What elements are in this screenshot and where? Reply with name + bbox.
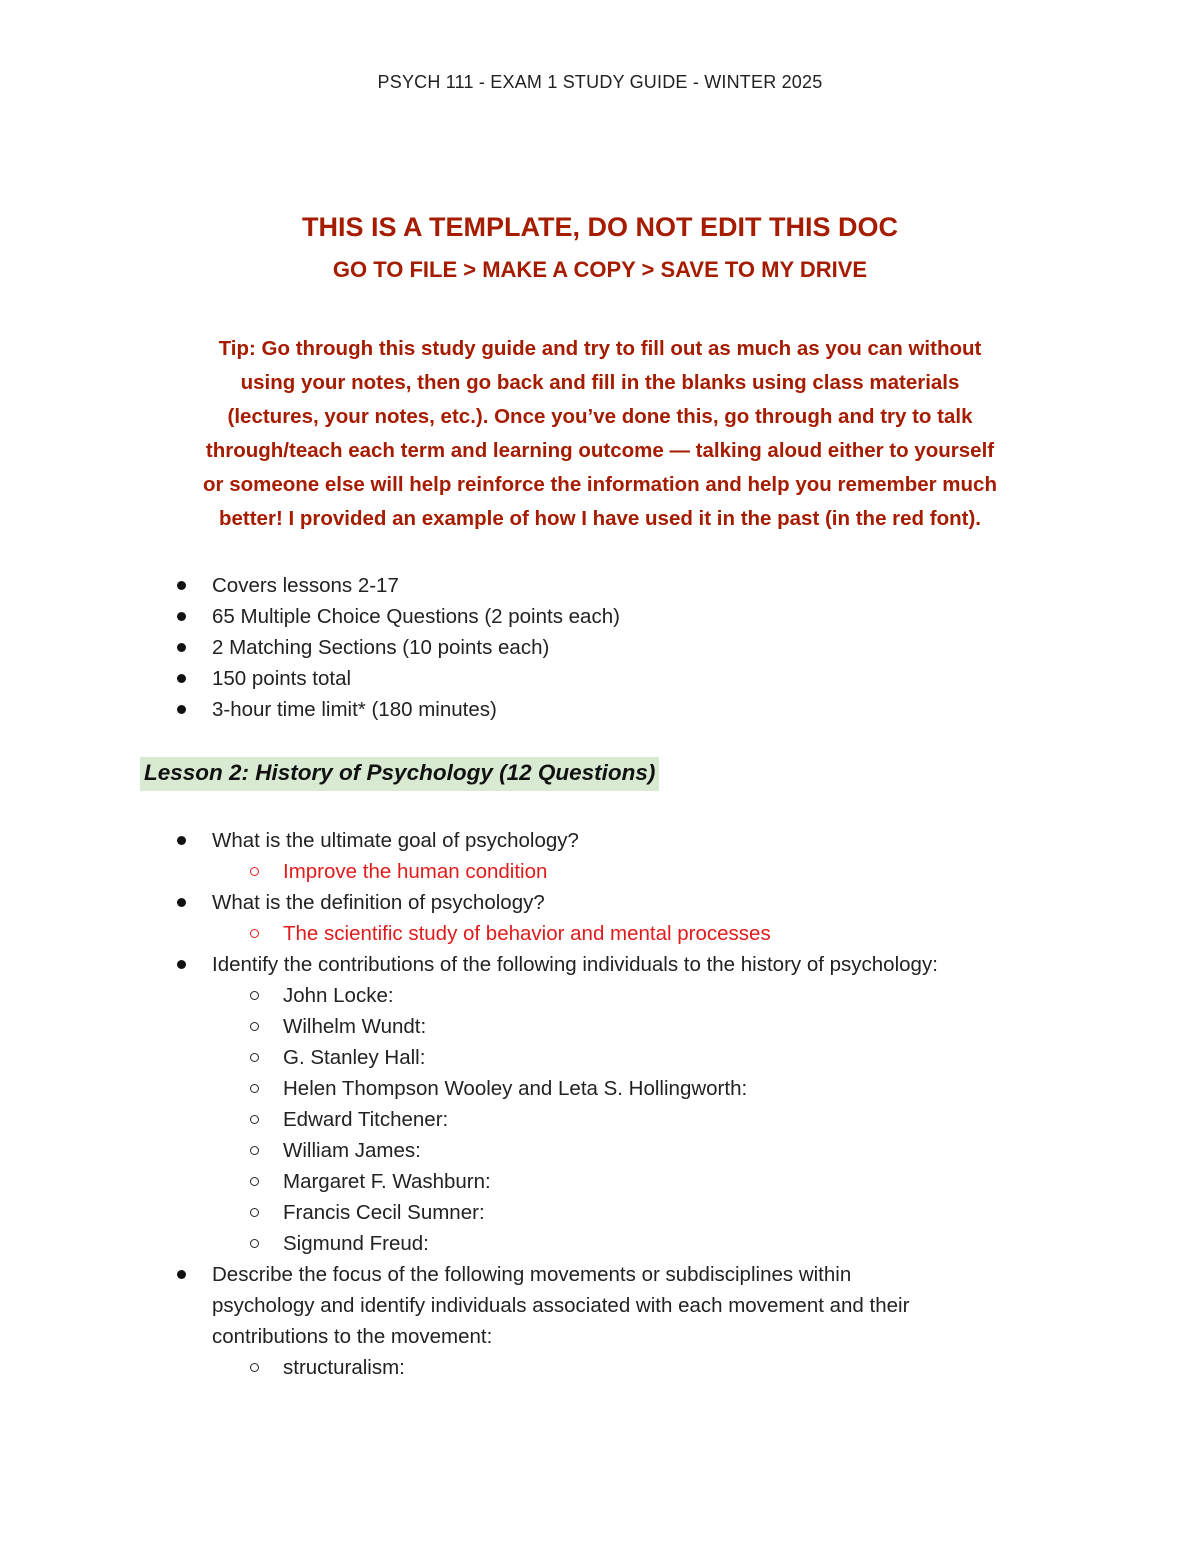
- lesson-2-heading: Lesson 2: History of Psychology (12 Questions): [140, 757, 659, 791]
- copy-instructions: GO TO FILE > MAKE A COPY > SAVE TO MY DRIVE: [332, 257, 868, 282]
- exam-info-item: 150 points total: [0, 663, 1200, 694]
- sub-bullet-icon: [250, 1363, 259, 1372]
- person-item: Sigmund Freud:: [0, 1228, 1200, 1259]
- study-tip-paragraph: [140, 332, 1060, 536]
- exam-info-item: Covers lessons 2-17: [0, 570, 1200, 601]
- tip-line: better! I provided an example of how I have used it in the past (in the red font).: [218, 507, 981, 530]
- bullet-icon: [177, 612, 186, 621]
- exam-info-list: [0, 570, 1200, 725]
- answer-item: Improve the human condition: [0, 856, 1200, 887]
- sub-bullet-icon: [250, 1177, 259, 1186]
- tip-line: using your notes, then go back and fill in the blanks using class materials: [240, 371, 960, 394]
- person-item: William James:: [0, 1135, 1200, 1166]
- question-item: What is the definition of psychology?: [0, 887, 1200, 918]
- movement-item: structuralism:: [0, 1352, 1200, 1383]
- answer-item: The scientific study of behavior and mental processes: [0, 918, 1200, 949]
- sub-bullet-icon: [250, 1053, 259, 1062]
- question-item: What is the ultimate goal of psychology?: [0, 825, 1200, 856]
- sub-bullet-icon: [250, 1208, 259, 1217]
- sub-bullet-icon: [250, 1022, 259, 1031]
- tip-line: through/teach each term and learning outcome — talking aloud either to yourself: [205, 439, 995, 462]
- page-header: PSYCH 111 - EXAM 1 STUDY GUIDE - WINTER 2025: [377, 72, 823, 92]
- person-item: G. Stanley Hall:: [0, 1042, 1200, 1073]
- sub-bullet-icon: [250, 1239, 259, 1248]
- person-item: Wilhelm Wundt:: [0, 1011, 1200, 1042]
- person-item: John Locke:: [0, 980, 1200, 1011]
- bullet-icon: [177, 960, 186, 969]
- sub-bullet-icon: [250, 1084, 259, 1093]
- bullet-icon: [177, 705, 186, 714]
- bullet-icon: [177, 898, 186, 907]
- template-warning-title: THIS IS A TEMPLATE, DO NOT EDIT THIS DOC: [301, 212, 898, 242]
- sub-bullet-icon: [250, 929, 259, 938]
- bullet-icon: [177, 643, 186, 652]
- sub-bullet-icon: [250, 1146, 259, 1155]
- question-item: Identify the contributions of the following individuals to the history of psychology:: [0, 949, 1200, 980]
- sub-bullet-icon: [250, 991, 259, 1000]
- lesson-2-questions: [0, 825, 1200, 1383]
- sub-bullet-icon: [250, 1115, 259, 1124]
- bullet-icon: [177, 674, 186, 683]
- person-item: Helen Thompson Wooley and Leta S. Hollingworth:: [0, 1073, 1200, 1104]
- tip-line: or someone else will help reinforce the information and help you remember much: [203, 473, 997, 496]
- bullet-icon: [177, 836, 186, 845]
- question-item: Describe the focus of the following movements or subdisciplines within psychology and identify individuals associated with each movement and their contributions to the movement:: [0, 1259, 1200, 1352]
- sub-bullet-icon: [250, 867, 259, 876]
- person-item: Edward Titchener:: [0, 1104, 1200, 1135]
- bullet-icon: [177, 1270, 186, 1279]
- exam-info-item: 65 Multiple Choice Questions (2 points each): [0, 601, 1200, 632]
- person-item: Francis Cecil Sumner:: [0, 1197, 1200, 1228]
- person-item: Margaret F. Washburn:: [0, 1166, 1200, 1197]
- tip-line: Tip: Go through this study guide and try to fill out as much as you can without: [218, 337, 982, 360]
- bullet-icon: [177, 581, 186, 590]
- tip-line: (lectures, your notes, etc.). Once you’ve done this, go through and try to talk: [227, 405, 973, 428]
- exam-info-item: 3-hour time limit* (180 minutes): [0, 694, 1200, 725]
- exam-info-item: 2 Matching Sections (10 points each): [0, 632, 1200, 663]
